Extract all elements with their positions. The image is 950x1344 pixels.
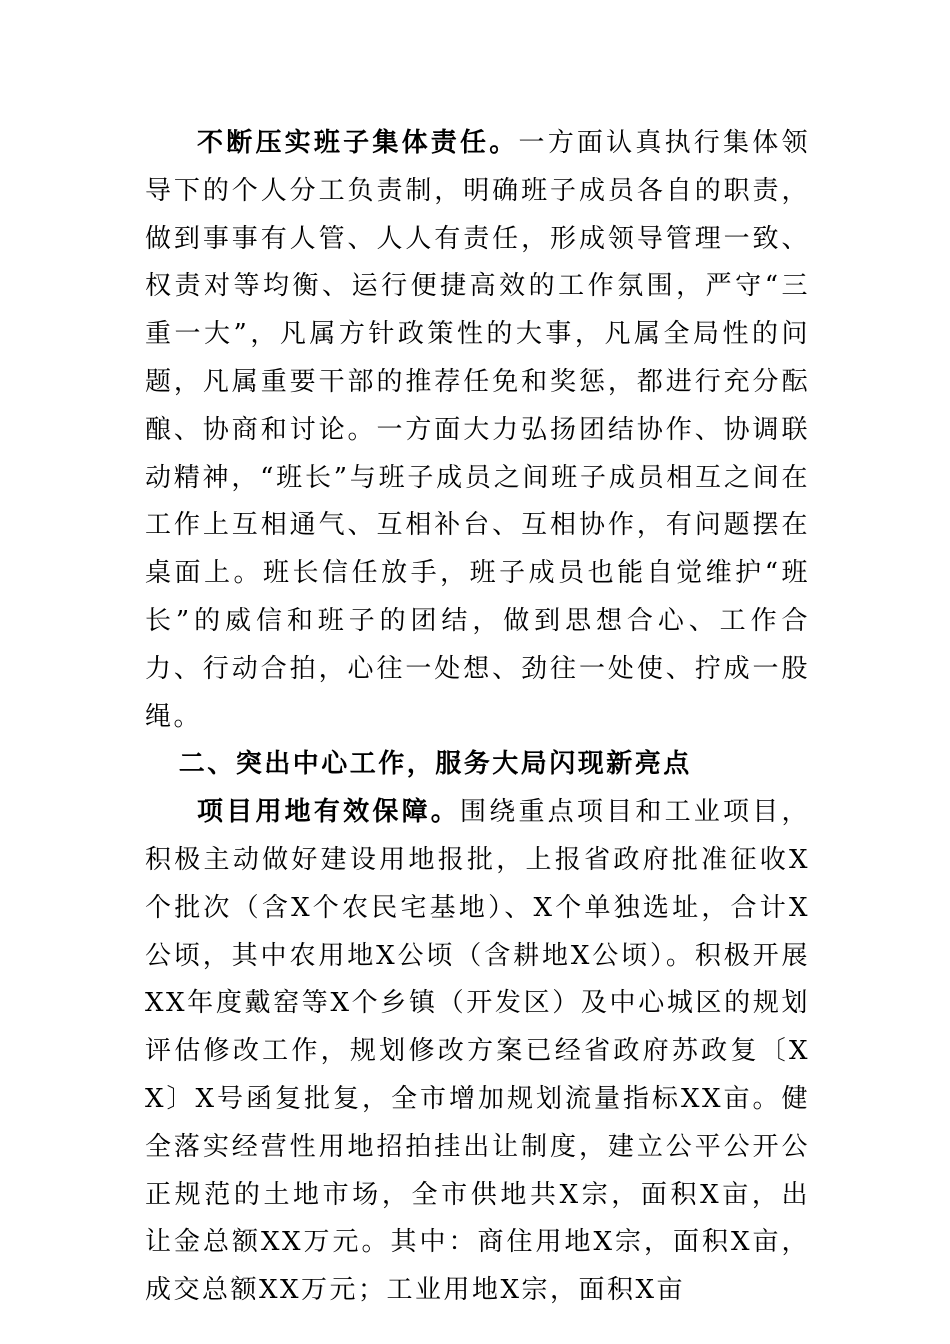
- document-page: [145, 120, 810, 1315]
- section-heading-2: [145, 741, 810, 789]
- paragraph-lead-title: 不断压实班子集体责任。: [197, 128, 519, 158]
- paragraph-body-text: 围绕重点项目和工业项目，积极主动做好建设用地报批，上报省政府批准征收X个批次（含X个农民宅基地）、X个单独选址，合计X公顷，其中农用地X公顷（含耕地X公顷）。积极开展XX年度戴窑等X个乡镇（开发区）及中心城区的规划评估修改工作，规划修改方案已经省政府苏政复〔XX〕X号函复批复，全市增加规划流量指标XX亩。健全落实经营性用地招拍挂出让制度，建立公平公开公正规范的土地市场，全市供地共X宗，面积X亩，出让金总额XX万元。其中：商住用地X宗，面积X亩，成交总额XX万元；工业用地X宗，面积X亩: [145, 797, 810, 1306]
- paragraph-lead-title: 项目用地有效保障。: [197, 797, 461, 828]
- paragraph-collective-responsibility: [145, 120, 810, 741]
- paragraph-body-text: 一方面认真执行集体领导下的个人分工负责制，明确班子成员各自的职责，做到事事有人管、人人有责任，形成领导管理一致、权责对等均衡、运行便捷高效的工作氛围，严守“三重一大”，凡属方针政策性的大事，凡属全局性的问题，凡属重要干部的推荐任免和奖惩，都进行充分酝酿、协商和讨论。一方面大力弘扬团结协作、协调联动精神，“班长”与班子成员之间班子成员相互之间在工作上互相通气、互相补台、互相协作，有问题摆在桌面上。班长信任放手，班子成员也能自觉维护“班长”的威信和班子的团结，做到思想合心、工作合力、行动合拍，心往一处想、劲往一处使、拧成一股绳。: [145, 128, 810, 732]
- section-heading-text: 二、突出中心工作，服务大局闪现新亮点: [178, 749, 692, 780]
- paragraph-land-use: [145, 789, 810, 1315]
